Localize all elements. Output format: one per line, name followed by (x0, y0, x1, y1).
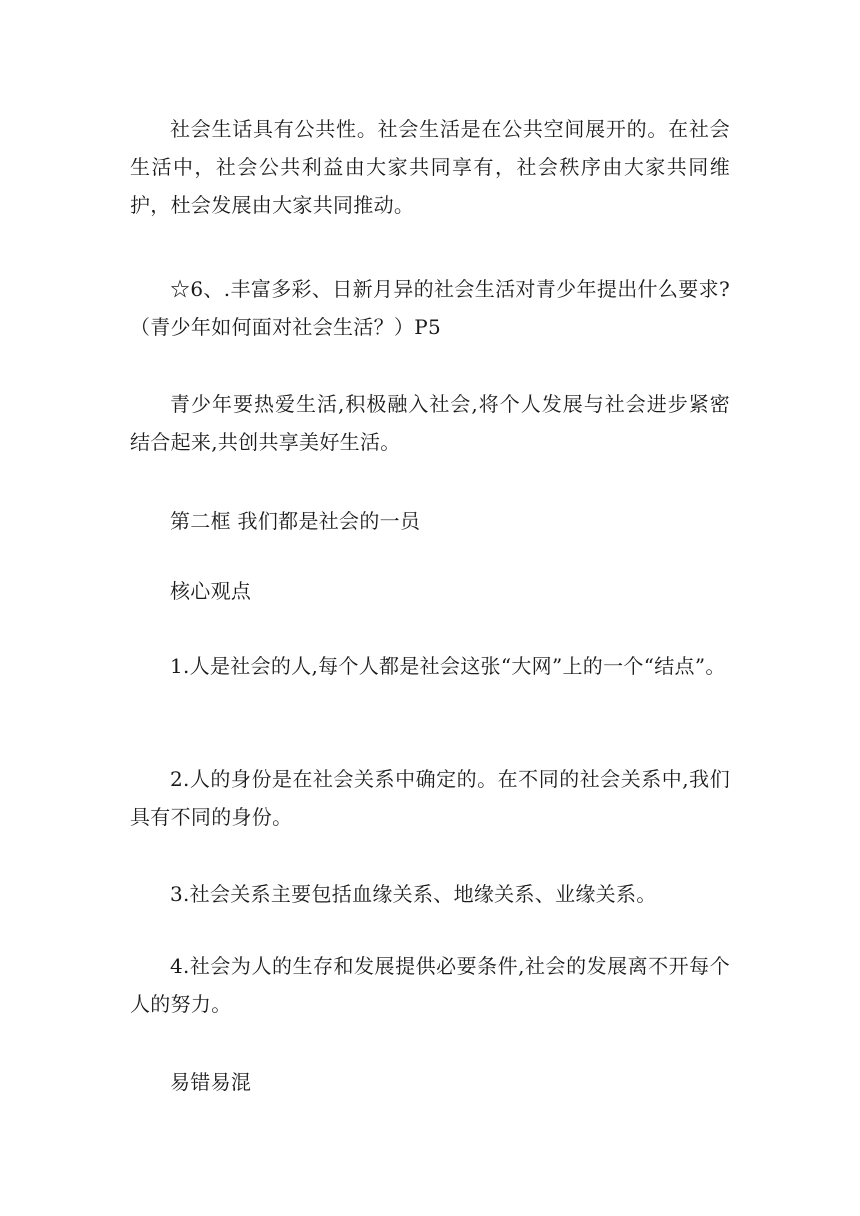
point-2: 2.人的身份是在社会关系中确定的。在不同的社会关系中,我们具有不同的身份。 (130, 767, 730, 829)
paragraph-question-6: ☆6、.丰富多彩、日新月异的社会生活对青少年提出什么要求?（青少年如何面对社会生活？）P5 (130, 277, 730, 339)
paragraph-answer-6: 青少年要热爱生活,积极融入社会,将个人发展与社会进步紧密结合起来,共创共享美好生活。 (130, 392, 730, 454)
point-4: 4.社会为人的生存和发展提供必要条件,社会的发展离不开每个人的努力。 (130, 954, 730, 1016)
point-1: 1.人是社会的人,每个人都是社会这张“大网”上的一个“结点”。 (170, 654, 726, 678)
point-3: 3.社会关系主要包括血缘关系、地缘关系、业缘关系。 (170, 882, 657, 906)
section-title: 第二框 我们都是社会的一员 (170, 509, 421, 533)
subheading-core-views: 核心观点 (170, 579, 252, 603)
subheading-common-errors: 易错易混 (170, 1070, 252, 1094)
paragraph-public-nature: 社会生话具有公共性。社会生活是在公共空间展开的。在社会生活中，社会公共利益由大家共同享有，社会秩序由大家共同维护，杜会发展由大家共同推动。 (130, 117, 730, 217)
